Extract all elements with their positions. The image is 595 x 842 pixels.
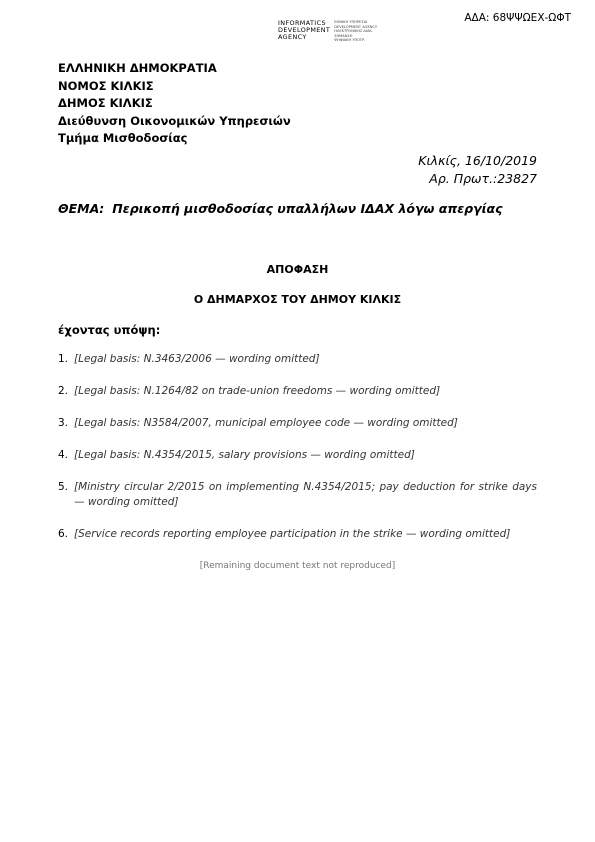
date-block [418,152,537,188]
item-number: 2. [58,385,69,397]
logo-fine-line: ΗΛΕΚΤΡΟΝΙΚΗΣ ΔΙΑΚ. [334,29,373,34]
omission-note: [Remaining document text not reproduced] [199,561,396,571]
logo-fine-line: ΣΗΜΑΝΣΗ [334,33,353,38]
issuer-line: ΝΟΜΟΣ ΚΙΛΚΙΣ [58,78,154,93]
ada-code: ΑΔΑ: 68ΨΨΩΕΧ-ΩΦΤ [464,12,571,24]
logo-word: INFORMATICS [278,19,326,27]
consideration-item [58,448,537,463]
logo-fine-print [334,20,388,43]
place-date: Κιλκίς, 16/10/2019 [418,153,537,168]
item-number: 1. [58,353,69,365]
issuer-line: ΔΗΜΟΣ ΚΙΛΚΙΣ [58,96,153,110]
decision-title: ΑΠΟΦΑΣΗ [266,263,329,276]
item-summary: [Service records reporting employee participation in the strike — wording omitted] [74,528,511,540]
item-summary: [Legal basis: Ν3584/2007, municipal employee code — wording omitted] [74,417,458,429]
item-summary: [Legal basis: Ν.3463/2006 — wording omitted] [74,353,320,365]
consideration-item [58,352,537,367]
item-number: 4. [58,449,69,461]
considering-label: έχοντας υπόψη: [58,323,161,337]
logo-fine-line: DEVELOPMENT AGENCY [334,24,378,29]
consideration-item [58,480,537,510]
logo-fine-line: ΨΗΦΙΑΚΗ ΥΠΟΓΡ. [334,38,366,43]
logo-word: DEVELOPMENT [278,26,331,35]
subject-line [58,201,503,216]
item-number: 5. [58,481,69,493]
issuer-block [58,60,291,148]
issuer-line: Τμήμα Μισθοδοσίας [58,131,188,145]
consideration-item [58,384,537,399]
protocol-number: Αρ. Πρωτ.:23827 [429,171,537,186]
issuer-line: ΕΛΛΗΝΙΚΗ ΔΗΜΟΚΡΑΤΙΑ [58,61,217,75]
item-number: 6. [58,528,69,540]
item-summary: [Legal basis: Ν.4354/2015, salary provisions — wording omitted] [74,449,415,461]
item-number: 3. [58,417,69,429]
item-summary: [Legal basis: Ν.1264/82 on trade-union freedoms — wording omitted] [74,385,441,397]
subject-text: Περικοπή μισθοδοσίας υπαλλήλων ΙΔΑΧ λόγω απεργίας [112,201,503,216]
issuer-line: Διεύθυνση Οικονομικών Υπηρεσιών [58,113,291,128]
logo-words [278,20,330,43]
logo-fine-line: ΕΘΝΙΚΗ ΥΠΗΡΕΣΙΑ [334,20,368,24]
considerations-list [58,352,537,574]
decision-authority: Ο ΔΗΜΑΡΧΟΣ ΤΟΥ ΔΗΜΟΥ ΚΙΛΚΙΣ [193,293,402,306]
consideration-item [58,416,537,431]
consideration-item [58,527,537,542]
diavgeia-logo [278,20,388,43]
logo-word: AGENCY [278,33,307,42]
item-summary: [Ministry circular 2/2015 on implementing Ν.4354/2015; pay deduction for strike days — wording omitted] [74,481,537,508]
subject-label: ΘΕΜΑ: [58,201,105,216]
